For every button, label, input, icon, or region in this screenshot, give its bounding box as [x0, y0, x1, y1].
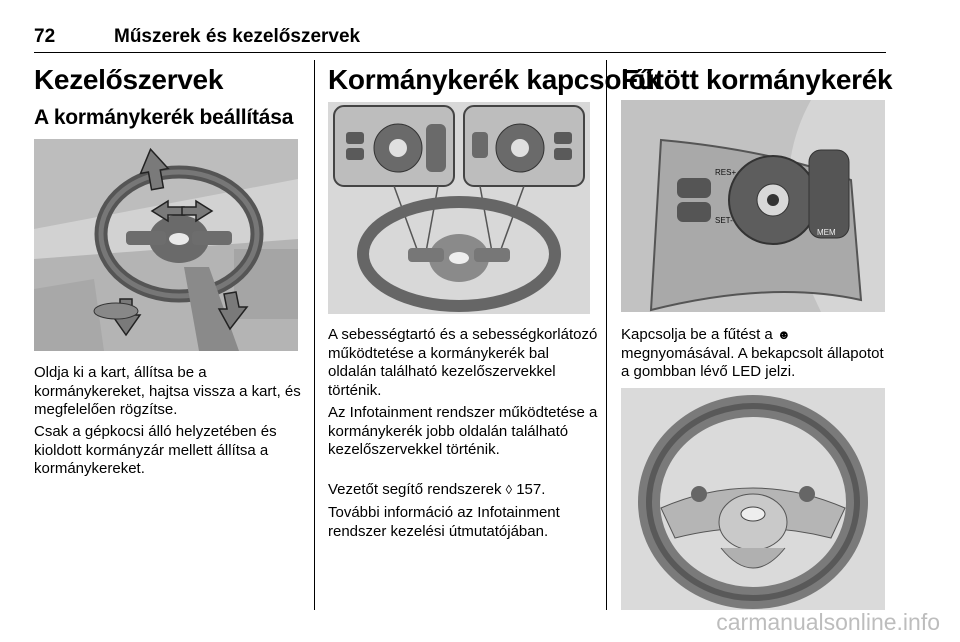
paragraph-cruise-control: A sebességtartó és a sebességkorlátozó működtetése a kormánykerék bal oldalán található kezelőszervekkel történik. — [328, 326, 598, 399]
paragraph-adjust-instructions: Oldja ki a kart, állítsa be a kormánykereket, hajtsa vissza a kart, és megfelelően rögzítse. — [34, 364, 301, 418]
section-title-controls: Kezelőszervek — [34, 64, 224, 95]
column-divider-1 — [314, 60, 315, 610]
section-title-steering-switches: Kormánykerék kapcsolók — [328, 64, 661, 95]
res-label: RES+ — [715, 168, 737, 177]
paragraph-infotainment-controls: Az Infotainment rendszer működtetése a kormánykerék jobb oldalán található kezelőszervekkel történik. — [328, 404, 598, 458]
column-divider-2 — [606, 60, 607, 610]
paragraph-heated-wheel — [621, 326, 887, 382]
driver-assist-text: Vezetőt segítő rendszerek — [328, 481, 502, 498]
paragraph-driver-assist-ref — [328, 481, 600, 500]
watermark: carmanualsonline.info — [716, 609, 940, 635]
reference-arrow-icon: ◊ — [505, 482, 513, 497]
heated-steering-wheel-icon: ☻ — [776, 327, 791, 342]
paragraph-adjust-caution: Csak a gépkocsi álló helyzetében és kioldott kormányzár mellett állítsa a kormánykereket. — [34, 423, 277, 477]
steering-adjust-figure — [34, 139, 298, 351]
mem-label: MEM — [817, 228, 836, 237]
heated-wheel-rest: megnyomásával. A bekapcsolt állapotot a gombban lévő LED jelzi. — [621, 344, 884, 380]
heated-wheel-button-figure — [621, 100, 885, 312]
driver-assist-page-link[interactable]: 157. — [516, 481, 546, 498]
chapter-title: Műszerek és kezelőszervek — [114, 26, 361, 47]
subsection-title-steering-adjust: A kormánykerék beállítása — [34, 106, 294, 129]
page-number: 72 — [34, 26, 56, 47]
page-header — [34, 22, 886, 53]
set-label: SET- — [715, 216, 733, 225]
heated-wheel-figure — [621, 388, 885, 610]
paragraph-infotainment-manual: További információ az Infotainment rendszer kezelési útmutatójában. — [328, 504, 560, 540]
section-title-heated-wheel: Fűtött kormánykerék — [621, 64, 893, 95]
heated-wheel-text: Kapcsolja be a fűtést a — [621, 326, 773, 343]
steering-switches-figure — [328, 102, 590, 314]
